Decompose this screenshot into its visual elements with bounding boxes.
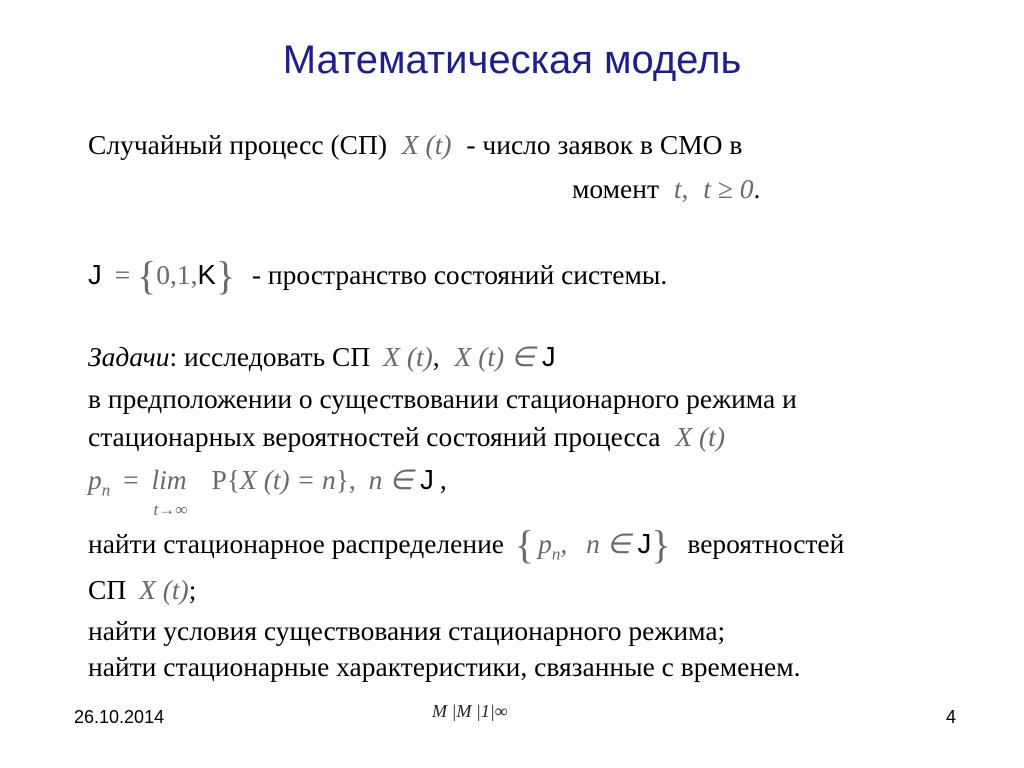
prob-close: }, (335, 464, 356, 495)
prob-open: P{ (211, 464, 241, 495)
sp-semicolon: ; (188, 574, 197, 605)
right-brace: } (215, 253, 236, 298)
dist-state-space-symbol: J (637, 528, 652, 559)
state-space-desc: - пространство состояний системы. (251, 259, 668, 290)
line-sp (88, 573, 196, 607)
p-subscript: n (101, 480, 111, 500)
stationary-probs-text: стационарных вероятностей состояний процесса (88, 421, 661, 452)
line-limit-formula (88, 463, 447, 519)
moment-period: . (753, 173, 761, 204)
limit-membership: n ∈ (368, 464, 414, 495)
dist-p-subscript: n (551, 544, 561, 564)
line-moment (572, 172, 760, 206)
dist-comma: , (560, 528, 568, 559)
line-find-conditions: найти условия существования стационарного режима; (88, 615, 726, 646)
tasks-comma: , (432, 341, 440, 372)
random-process-desc: - число заявок в СМО в (466, 129, 743, 160)
process-symbol: X (t) (401, 129, 452, 160)
dist-membership: n ∈ (586, 528, 631, 559)
slide-title: Математическая модель (282, 38, 742, 82)
limit-equals: = (123, 464, 139, 495)
line-state-space (88, 253, 668, 298)
lim-text: lim (151, 464, 187, 495)
time-condition: t ≥ 0 (703, 173, 754, 204)
p-symbol: p (88, 464, 102, 495)
line-find-characteristics: найти стационарные характеристики, связанные с временем. (88, 651, 801, 682)
state-set-k: K (197, 259, 216, 290)
tasks-label: Задачи (88, 341, 170, 372)
sp-process-symbol: X (t) (139, 574, 189, 605)
dist-left-brace: { (514, 522, 535, 567)
dist-right-brace: } (651, 522, 671, 567)
state-space-symbol: J (88, 259, 102, 290)
limit-state-space-symbol: J (420, 464, 434, 495)
dist-probabilities-word: вероятностей (687, 528, 845, 559)
tasks-text: : исследовать СП (169, 341, 371, 372)
prob-expr: X (t) = n (240, 464, 336, 495)
line-stationary-probs (88, 420, 725, 454)
sp-label: СП (88, 574, 127, 605)
equals-sign: = (114, 259, 131, 290)
footer-formula: M |M |1|∞ (432, 701, 508, 721)
page-number: 4 (946, 707, 957, 727)
stationary-process-symbol: X (t) (675, 421, 725, 452)
moment-label: момент (572, 173, 659, 204)
tasks-state-space-symbol: J (541, 341, 556, 372)
state-set: 0,1, (156, 259, 198, 290)
footer-date: 26.10.2014 (74, 707, 165, 727)
tasks-process-symbol: X (t) (383, 341, 433, 372)
line-find-distribution (88, 522, 845, 572)
lim-subscript: t→∞ (153, 500, 188, 519)
limit-operator (151, 463, 188, 519)
time-symbol: t, (673, 173, 689, 204)
limit-end-comma: , (439, 464, 447, 495)
find-distribution-text: найти стационарное распределение (88, 528, 504, 559)
tasks-membership: X (t) ∈ (454, 341, 535, 372)
dist-p-symbol: p (538, 528, 552, 559)
left-brace: { (137, 253, 157, 298)
line-tasks (88, 340, 556, 374)
line-assumption: в предположении о существовании стационарного режима и (88, 383, 797, 414)
line-random-process (88, 128, 742, 162)
random-process-label: Случайный процесс (СП) (88, 129, 387, 160)
